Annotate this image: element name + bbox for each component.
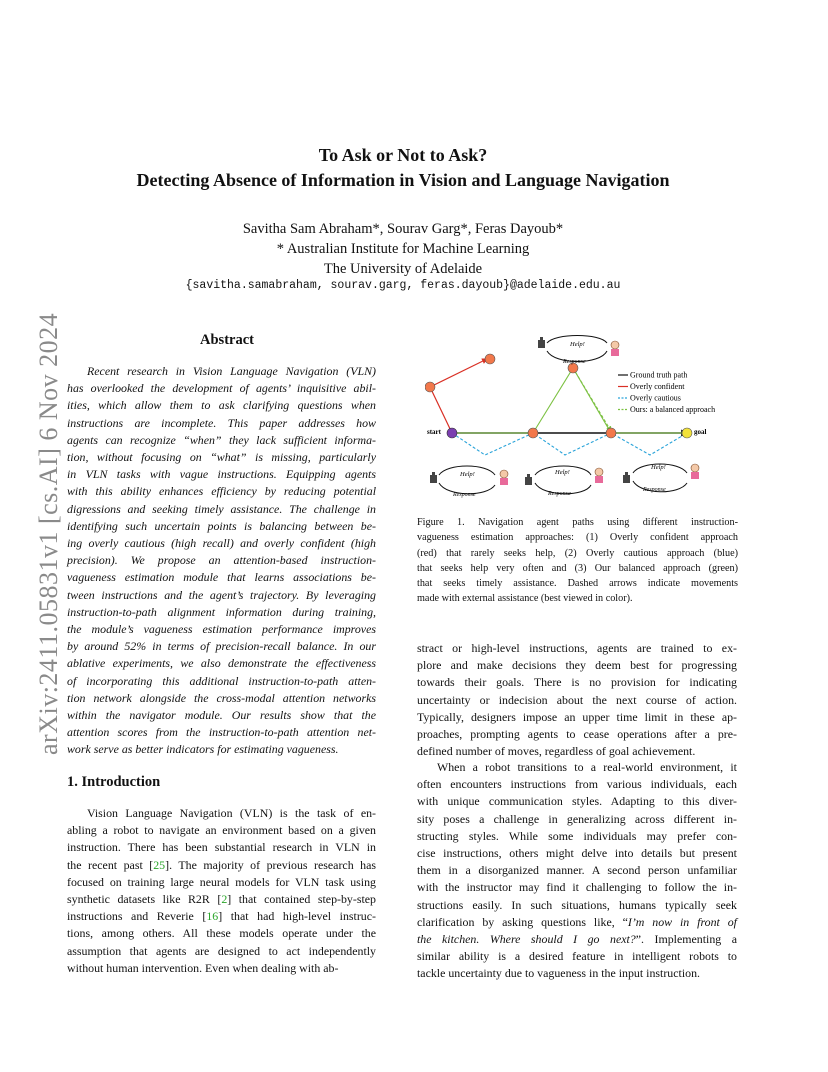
legend-label: Overly confident xyxy=(630,382,685,391)
intro-text: Vision Language Navigation (VLN) is the task of en- xyxy=(87,806,376,820)
help-exchange-bottom-3 xyxy=(623,464,699,493)
person-icon xyxy=(611,341,619,349)
paragraph-line xyxy=(417,862,737,879)
author-names: Savitha Sam Abraham*, Sourav Garg*, Feras Dayoub* xyxy=(242,221,564,237)
abstract-line: tion network alongside the cross-modal attention networks xyxy=(67,690,376,705)
paragraph-line xyxy=(417,811,737,828)
abstract-line: the module’s vagueness estimation performance improves xyxy=(67,622,376,637)
paragraph-line xyxy=(417,828,737,845)
paragraph-line xyxy=(417,776,737,793)
robot-icon xyxy=(430,475,437,483)
overly-cautious-path xyxy=(452,433,687,455)
paragraph-line xyxy=(417,793,737,810)
intro-text: instruction. There has been substantial research in VLN in xyxy=(67,840,376,855)
intro-text: the recent past [ xyxy=(67,857,154,872)
intro-line xyxy=(67,908,376,925)
legend-label: Overly cautious xyxy=(630,393,681,403)
paragraph-line xyxy=(417,965,737,982)
intro-line xyxy=(67,822,376,839)
paragraph-text: structions easily. In such situations, humans typically seek xyxy=(417,897,737,912)
abstract-line: has overlooked the development of agents’ inquisitive abil- xyxy=(67,381,376,396)
intro-text: assumption that agents are designed to act independently xyxy=(67,943,376,958)
paragraph-line xyxy=(417,897,737,914)
paragraph-text: with the instructor may find it challenging to follow the in- xyxy=(417,880,737,895)
title-line-2: Detecting Absence of Information in Vision and Language Navigation xyxy=(136,170,670,190)
caption-line: vagueness estimation approaches: (1) Overly confident approach xyxy=(417,532,738,544)
paragraph-line: defined number of moves, regardless of goal achievement. xyxy=(417,744,696,759)
node-red-1 xyxy=(425,382,435,392)
node-start xyxy=(447,428,457,438)
citation-link[interactable]: 2 xyxy=(221,892,228,907)
abstract-line: instruction-to-path alignment information during training, xyxy=(67,604,376,619)
paragraph-line xyxy=(417,845,737,862)
robot-icon xyxy=(623,475,630,483)
quoted-question: I’m now in front of xyxy=(627,914,737,929)
right-column-paragraph-1 xyxy=(417,640,737,760)
node-mid-1 xyxy=(528,428,538,438)
abstract-line: tion, without focusing on “what” is missing, particularly xyxy=(67,450,376,465)
affiliation: * Australian Institute for Machine Learning xyxy=(276,241,530,257)
abstract-line: with this ability enhances efficiency by reducing potential xyxy=(67,484,376,499)
abstract-line: by around 52% in terms of precision-recall balance. In our xyxy=(67,639,376,654)
abstract-line: within the navigator module. Our results show that the xyxy=(67,708,376,723)
paragraph-line: proaches, prompting agents to cease operations after a pre- xyxy=(417,727,737,742)
abstract-body xyxy=(67,363,376,759)
abstract-line: ities, which allow them to ask clarifying questions when xyxy=(67,398,376,413)
person-icon xyxy=(691,464,699,472)
legend-label: Ground truth path xyxy=(630,370,688,380)
svg-text:Response: Response xyxy=(643,487,666,493)
intro-text: synthetic datasets like R2R [ xyxy=(67,892,222,907)
node-red-2 xyxy=(485,354,495,364)
abstract-line: ablative experiments, we also demonstrate the effectiveness xyxy=(67,656,376,671)
figure-legend xyxy=(618,371,715,415)
paragraph-line: stract or high-level instructions, agents are trained to ex- xyxy=(417,641,737,655)
help-exchange-top xyxy=(538,336,619,366)
svg-text:Response: Response xyxy=(453,492,476,498)
paragraph-line xyxy=(417,759,737,776)
intro-line xyxy=(67,857,376,874)
legend-label: Ours: a balanced approach xyxy=(630,405,716,414)
paragraph-line: Typically, designers impose an upper time limit in these ap- xyxy=(417,709,737,724)
intro-line xyxy=(67,960,376,977)
caption-line: Figure 1. Navigation agent paths using different instruction- xyxy=(417,517,738,528)
paragraph-line xyxy=(417,914,737,931)
intro-line xyxy=(67,891,376,908)
title-line-1: To Ask or Not to Ask? xyxy=(318,145,488,165)
abstract-line: attention scores from the instruction-to-path attention net- xyxy=(67,725,376,740)
intro-text: tions, among others. All these models operate under the xyxy=(67,926,376,941)
balanced-assisted-move xyxy=(573,368,611,431)
intro-line xyxy=(67,874,376,891)
person-icon xyxy=(595,468,603,476)
svg-text:Help!: Help! xyxy=(460,471,475,478)
help-exchange-bottom-1 xyxy=(430,466,508,498)
intro-text: ] that had high-level instruc- xyxy=(218,909,376,924)
intro-line xyxy=(67,925,376,942)
paragraph-text: tackle uncertainty due to vagueness in the input instruction. xyxy=(417,966,700,981)
author-block xyxy=(100,219,706,279)
paragraph-text: often encounters instructions from various individuals, each xyxy=(417,777,737,792)
caption-line: that seeks timely assistance. Dashed arrows indicate movements xyxy=(417,578,738,590)
abstract-line: digressions and seeking timely assistance. The challenge in xyxy=(67,501,376,516)
intro-text: without human intervention. Even when dealing with ab- xyxy=(67,960,339,975)
citation-link[interactable]: 16 xyxy=(206,909,219,924)
paragraph-text: clarification by asking questions like, “ xyxy=(417,914,628,929)
person-icon xyxy=(500,470,508,478)
caption-line: (red) that rarely seeks help, (2) Overly cautious approach (blue) xyxy=(417,547,738,559)
citation-link[interactable]: 25 xyxy=(153,857,166,872)
intro-text: abling a robot to navigate an environment based on a given xyxy=(67,823,376,838)
robot-icon xyxy=(538,340,545,348)
abstract-line: agents can recognize “when” they lack sufficient informa- xyxy=(67,432,376,447)
start-label: start xyxy=(427,428,441,436)
caption-line: that seeks help very often and (3) Our balanced approach (green) xyxy=(417,562,738,574)
goal-label: goal xyxy=(694,428,707,436)
svg-text:Help!: Help! xyxy=(555,469,570,476)
intro-text: ]. The majority of previous research has xyxy=(165,857,376,872)
abstract-line: identifying such uncertain points is balancing between be- xyxy=(67,518,376,533)
intro-line xyxy=(67,839,376,856)
node-goal xyxy=(682,428,692,438)
node-mid-2 xyxy=(606,428,616,438)
svg-text:Response: Response xyxy=(548,491,571,497)
abstract-line: Recent research in Vision Language Navigation (VLN) xyxy=(87,364,376,378)
svg-text:Help!: Help! xyxy=(570,341,585,348)
abstract-line: in VLN tasks with vague instructions. Equipping agents xyxy=(67,467,376,482)
section-heading-introduction: 1. Introduction xyxy=(67,774,161,790)
intro-text: instructions and Reverie [ xyxy=(67,909,207,924)
paragraph-text: sity poses a challenge in generalizing across different in- xyxy=(417,811,737,826)
university: The University of Adelaide xyxy=(323,261,483,277)
paragraph-text: ”. Implementing a xyxy=(635,932,737,947)
abstract-line: of incorporating this additional instruction-to-path atten- xyxy=(67,673,376,688)
abstract-line: instructions are incomplete. This paper addresses how xyxy=(67,415,376,430)
robot-icon xyxy=(525,477,532,485)
svg-text:Help!: Help! xyxy=(651,464,666,471)
intro-text: focused on training large neural models for VLN task using xyxy=(67,874,376,889)
figure-1-caption xyxy=(417,515,738,607)
help-exchange-bottom-2 xyxy=(525,466,603,497)
intro-line xyxy=(67,943,376,960)
quoted-question: the kitchen. Where should I go next? xyxy=(417,932,636,947)
intro-text: ] that contained step-by-step xyxy=(227,892,376,907)
author-emails: {savitha.samabraham, sourav.garg, feras.dayoub}@adelaide.edu.au xyxy=(185,279,621,292)
caption-line: made with external assistance (best viewed in color). xyxy=(417,593,633,605)
abstract-line: work serve as better indicators for estimating vagueness. xyxy=(67,742,339,757)
paragraph-line xyxy=(417,931,737,948)
right-column-paragraph-2 xyxy=(417,759,737,983)
paragraph-line: plore and make decisions they deem best for progressing xyxy=(417,658,737,673)
introduction-body xyxy=(67,805,376,977)
abstract-heading: Abstract xyxy=(200,332,254,348)
intro-line xyxy=(67,805,376,822)
paragraph-text: similar ability is a desired feature in intelligent robots to xyxy=(417,949,737,964)
abstract-line: vagueness estimation module that learns associations be- xyxy=(67,570,376,585)
overly-confident-path xyxy=(430,359,487,433)
arxiv-identifier: arXiv:2411.05831v1 [cs.AI] 6 Nov 2024 xyxy=(34,312,63,755)
abstract-line: tween instructions and the agent’s trajectory. By leveraging xyxy=(67,587,376,602)
paragraph-line: uncertainty or indecision about the next course of action. xyxy=(417,692,737,707)
paragraph-text: structing styles. While some individuals may prefer con- xyxy=(417,828,737,843)
paragraph-text: with unique communication styles. Adapting to this diver- xyxy=(417,794,737,809)
paragraph-text: them in a disorganized manner. A second person unfamiliar xyxy=(417,863,737,878)
figure-1-navigation-diagram xyxy=(425,335,745,505)
paragraph-line xyxy=(417,879,737,896)
svg-text:Response: Response xyxy=(563,359,586,365)
paragraph-line: towards their goals. There is no provision for indicating xyxy=(417,675,737,690)
abstract-line: precision). We propose an attention-based instruction- xyxy=(67,553,376,568)
paragraph-text: When a robot transitions to a real-world environment, it xyxy=(437,760,737,774)
paper-title xyxy=(100,143,706,193)
paragraph-text: cise instructions, others might delve into details but present xyxy=(417,846,737,861)
abstract-line: ing overly cautious (high recall) and overly confident (high xyxy=(67,536,376,551)
paragraph-line xyxy=(417,948,737,965)
